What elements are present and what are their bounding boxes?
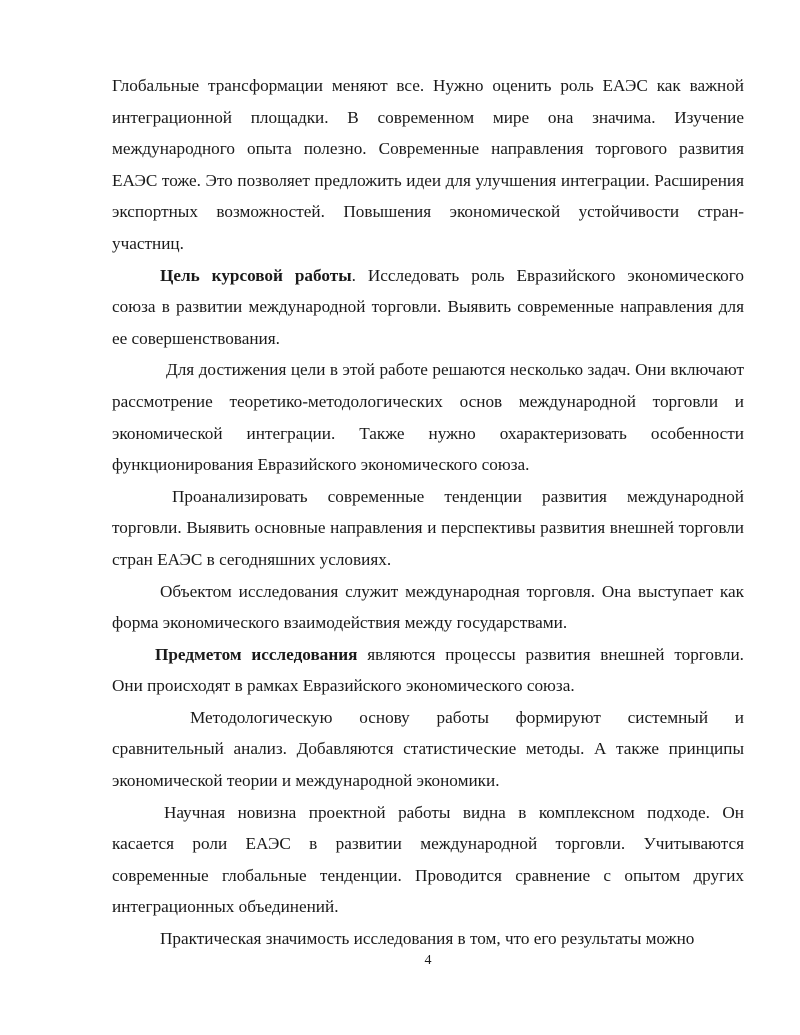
paragraph-object (112, 576, 744, 639)
paragraph-text: Глобальные трансформации меняют все. Нужно оценить роль ЕАЭС как важной интеграционной площадки. В современном мире она значима. Изучение международного опыта полезно. Современные направления торгового развития ЕАЭС тоже. Это позволяет предложить идеи для улучшения интеграции. Расширения экспортных возможностей. Повышения экономической устойчивости стран-участниц. (112, 76, 744, 253)
body-text (112, 70, 744, 955)
paragraph-novelty (112, 797, 744, 923)
paragraph-analysis (112, 481, 744, 576)
paragraph-text: Проанализировать современные тенденции развития международной торговли. Выявить основные направления и перспективы развития внешней торговли стран ЕАЭС в сегодняшних условиях. (112, 486, 744, 569)
paragraph-goal (112, 260, 744, 355)
paragraph-text: Для достижения цели в этой работе решаются несколько задач. Они включают рассмотрение теоретико-методологических основ международной торговли и экономической интеграции. Также нужно охарактеризовать особенности функционирования Евразийского экономического союза. (112, 360, 744, 475)
paragraph-subject (112, 639, 744, 702)
page-number: 4 (424, 953, 432, 968)
paragraph-text: являются процессы развития внешней торговли. Они происходят в рамках Евразийского экономического союза. (112, 644, 744, 696)
paragraph-text: Научная новизна проектной работы видна в комплексном подходе. Он касается роли ЕАЭС в развитии международной торговли. Учитываются современные глобальные тенденции. Проводится сравнение с опытом других интеграционных объединений. (112, 802, 744, 917)
paragraph-text: Методологическую основу работы формируют системный и сравнительный анализ. Добавляются статистические методы. А также принципы экономической теории и международной экономики. (112, 707, 744, 791)
paragraph-significance (112, 923, 744, 955)
paragraph-tasks (112, 354, 744, 480)
paragraph-text: Практическая значимость исследования в том, что его результаты можно (160, 929, 695, 949)
paragraph-lead: Цель курсовой работы (160, 265, 352, 285)
paragraph-methodology (112, 702, 744, 797)
paragraph-text: Объектом исследования служит международная торговля. Она выступает как форма экономического взаимодействия между государствами. (112, 581, 744, 633)
paragraph-intro (112, 70, 744, 260)
paragraph-lead: Предметом исследования (155, 644, 358, 664)
paragraph-text: . Исследовать роль Евразийского экономического союза в развитии международной торговли. Выявить современные направления для ее совершенствования. (112, 265, 744, 348)
